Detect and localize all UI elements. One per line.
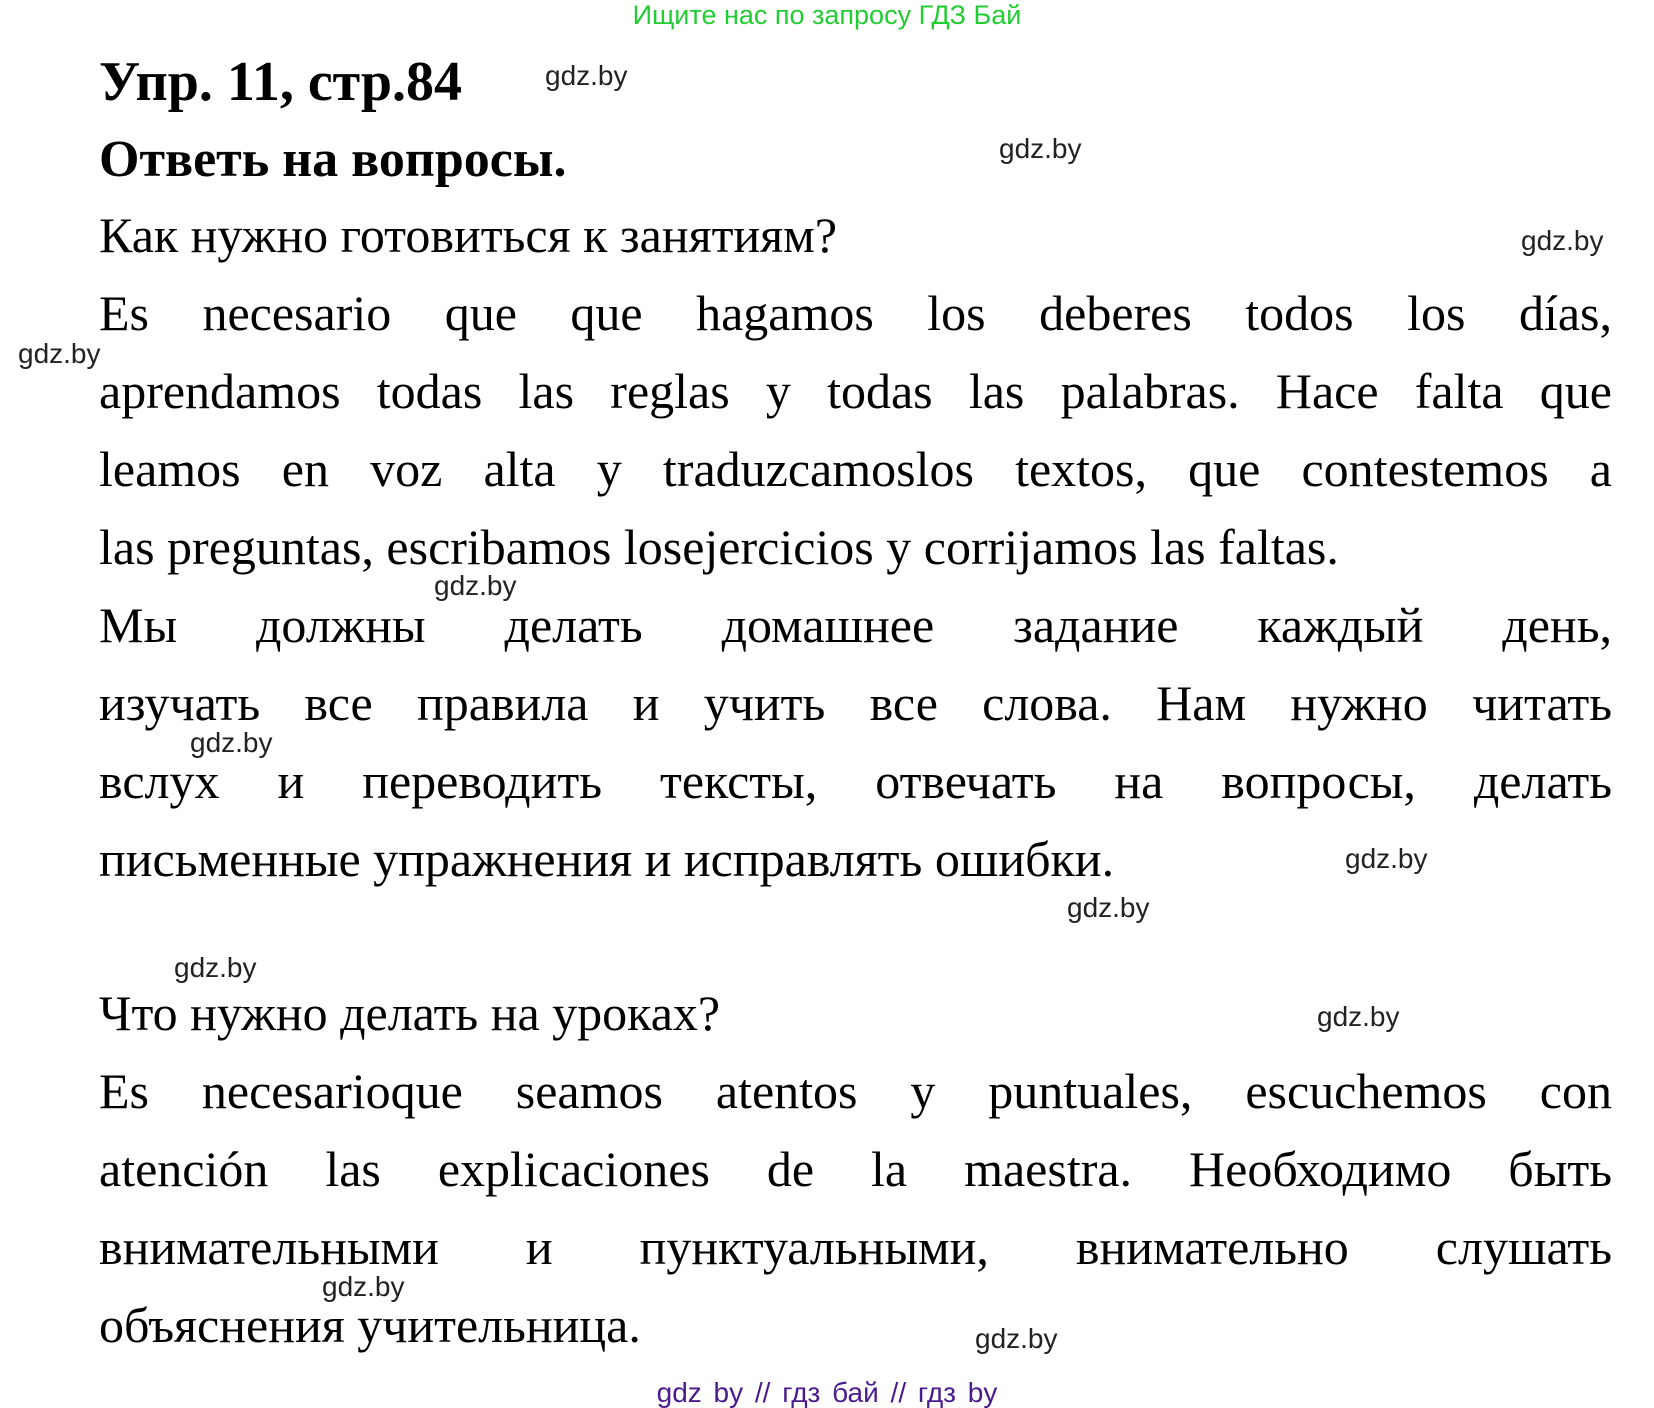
exercise-title: Упр. 11, стр.84 [99, 51, 463, 113]
answer-2-line-4: объяснения учительница. [99, 1297, 641, 1353]
watermark: gdz.by [975, 1323, 1058, 1354]
watermark: gdz.by [174, 952, 257, 983]
watermark: gdz.by [545, 60, 628, 91]
answer-1-ru-line-4: письменные упражнения и исправлять ошибки. [99, 831, 1115, 887]
instruction-heading: Ответь на вопросы. [99, 131, 567, 188]
question-2: Что нужно делать на уроках? [99, 985, 721, 1041]
answer-1-ru-line-1: Мы должны делать домашнее задание каждый день, [99, 597, 1612, 653]
answer-1-es-line-2: aprendamos todas las reglas y todas las palabras. Hace falta que [99, 363, 1612, 419]
answer-2-line-1: Es necesarioque seamos atentos y puntuales, escuchemos con [99, 1063, 1612, 1119]
watermark: gdz.by [1345, 843, 1428, 874]
answer-1-es-line-3: leamos en voz alta y traduzcamoslos textos, que contestemos a [99, 441, 1612, 497]
watermark: gdz.by [1317, 1001, 1400, 1032]
watermark: gdz.by [190, 727, 273, 758]
watermark: gdz.by [1067, 892, 1150, 923]
answer-1-ru-line-3: вслух и переводить тексты, отвечать на вопросы, делать [99, 753, 1612, 809]
watermark: gdz.by [322, 1271, 405, 1302]
answer-1-es-line-1: Es necesario que que hagamos los deberes todos los días, [99, 285, 1612, 341]
watermark: gdz.by [1521, 225, 1604, 256]
watermark: gdz.by [18, 338, 101, 369]
answer-1-es-line-4: las preguntas, escribamos losejercicios y corrijamos las faltas. [99, 519, 1339, 575]
footer-links: gdz by // гдз бай // гдз by [656, 1377, 998, 1408]
question-1: Как нужно готовиться к занятиям? [99, 207, 838, 263]
watermark: gdz.by [434, 570, 517, 601]
answer-2-line-3: внимательными и пунктуальными, внимательно слушать [99, 1219, 1612, 1275]
answer-2-line-2: atención las explicaciones de la maestra. Необходимо быть [99, 1141, 1612, 1197]
watermark: gdz.by [999, 133, 1082, 164]
answer-1-ru-line-2: изучать все правила и учить все слова. Нам нужно читать [99, 675, 1612, 731]
search-banner: Ищите нас по запросу ГДЗ Бай [632, 0, 1022, 30]
